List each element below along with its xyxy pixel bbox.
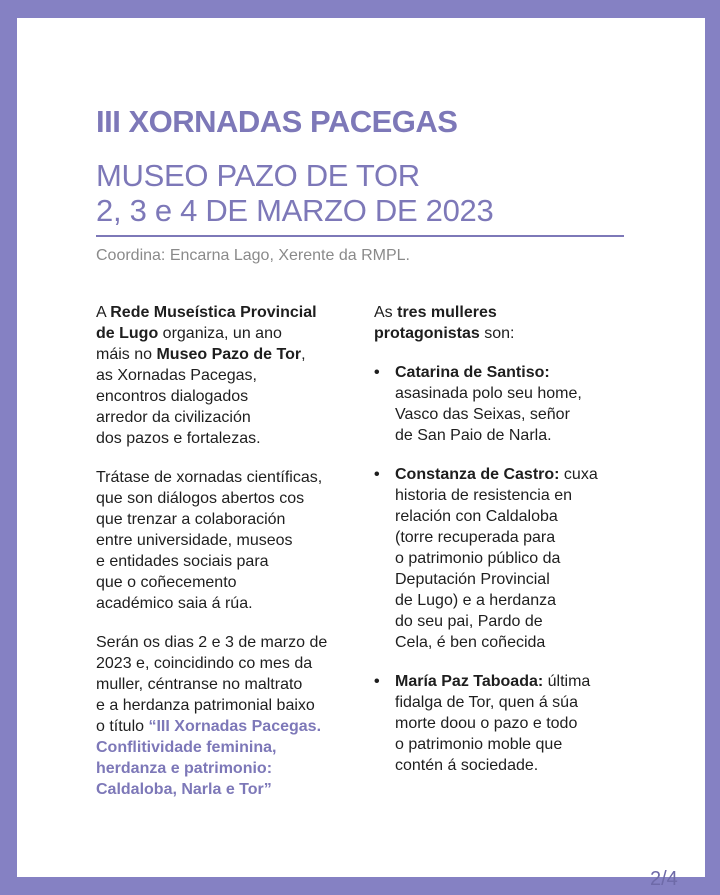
list-item: • María Paz Taboada: última fidalga de Tor, quen á súa morte doou o pazo e todo o patrimonio moble que contén á sociedade.	[374, 671, 644, 776]
dates: 2, 3 e 4 DE MARZO DE 2023	[96, 193, 494, 228]
protagonists-list	[374, 362, 644, 776]
subtitle	[96, 158, 493, 228]
page-indicator: 2/4	[650, 868, 678, 890]
divider	[96, 235, 624, 237]
intro: As tres mulleres protagonistas son:	[374, 304, 515, 342]
list-item: • Catarina de Santiso: asasinada polo seu home, Vasco das Seixas, señor de San Paio de Narla.	[374, 362, 644, 446]
page-title: III XORNADAS PACEGAS	[96, 104, 458, 139]
paragraph-3: Serán os dias 2 e 3 de marzo de 2023 e, coincidindo co mes da muller, céntranse no maltrato e a herdanza patrimonial baixo o título “III Xornadas Pacegas. Conflitividade feminina, herdanza e patrimonio: Caldaloba, Narla e Tor”	[96, 634, 328, 798]
list-item: • Constanza de Castro: cuxa historia de resistencia en relación con Caldaloba (torre recuperada para o patrimonio público da Deputación Provincial de Lugo) e a herdanza do seu pai, Pardo de Cela, é ben coñecida	[374, 464, 644, 653]
left-column	[96, 302, 366, 818]
right-column	[374, 302, 644, 794]
venue: MUSEO PAZO DE TOR	[96, 158, 420, 193]
paragraph-1: A Rede Museística Provincial de Lugo organiza, un ano máis no Museo Pazo de Tor, as Xornadas Pacegas, encontros dialogados arredor da civilización dos pazos e fortalezas.	[96, 304, 317, 447]
paragraph-2: Trátase de xornadas científicas, que son diálogos abertos cos que trenzar a colaboración entre universidade, museos e entidades sociais para que o coñecemento académico saia á rúa.	[96, 469, 323, 612]
coordinator: Coordina: Encarna Lago, Xerente da RMPL.	[96, 247, 410, 264]
